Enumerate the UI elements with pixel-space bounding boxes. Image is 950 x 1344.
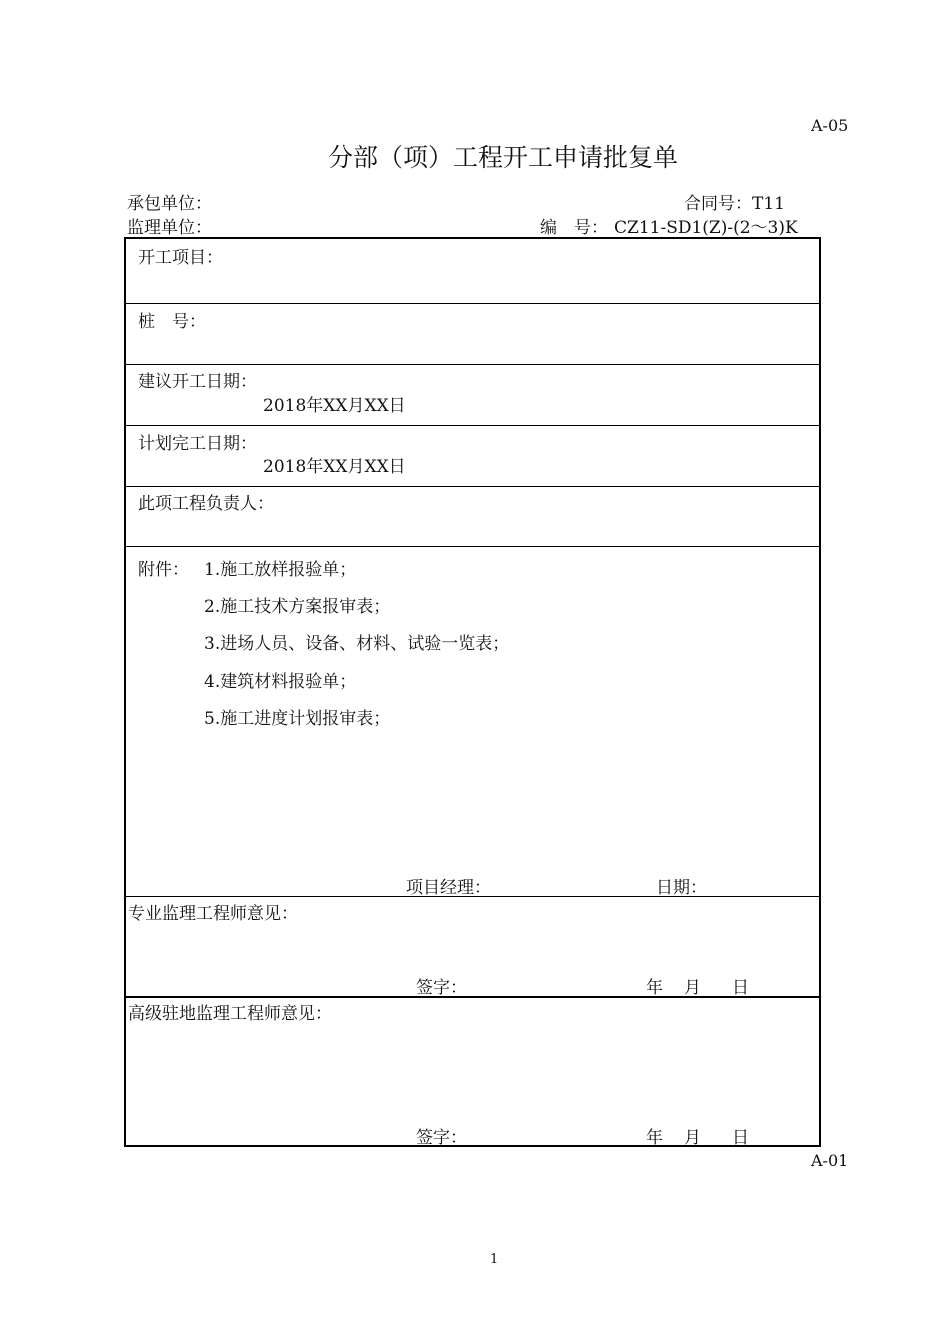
contract-number: 合同号：T11 [684, 194, 785, 214]
attachment-item: 1.施工放样报验单； [204, 560, 357, 580]
responsible-label: 此项工程负责人： [138, 494, 274, 514]
attachment-item: 4.建筑材料报验单； [204, 672, 357, 692]
planned-finish-value: 2018年XX月XX日 [263, 457, 406, 477]
senior-sign-label: 签字： [416, 1128, 467, 1148]
senior-year: 年 [646, 1128, 663, 1148]
form-code-top: A-05 [811, 116, 849, 135]
senior-day: 日 [732, 1128, 749, 1148]
attachment-item: 3.进场人员、设备、材料、试验一览表； [204, 634, 510, 654]
station-label: 桩 号： [138, 312, 206, 332]
form-table [124, 237, 821, 1147]
senior-month: 月 [684, 1128, 701, 1148]
specialist-year: 年 [646, 978, 663, 998]
senior-opinion-label: 高级驻地监理工程师意见： [128, 1004, 332, 1024]
project-label: 开工项目： [138, 248, 223, 268]
specialist-month: 月 [684, 978, 701, 998]
row-divider [126, 996, 819, 998]
contractor-label: 承包单位： [127, 194, 212, 214]
row-divider [126, 546, 819, 547]
serial-label: 编 号： [540, 218, 608, 238]
row-divider [126, 486, 819, 487]
page-number: 1 [490, 1252, 499, 1267]
date-label: 日期： [656, 878, 707, 898]
manager-label: 项目经理： [406, 878, 491, 898]
row-divider [126, 303, 819, 304]
attachments-label: 附件： [138, 560, 189, 580]
form-code-bottom: A-01 [811, 1151, 849, 1170]
specialist-sign-label: 签字： [416, 978, 467, 998]
row-divider [126, 364, 819, 365]
proposed-start-label: 建议开工日期： [138, 372, 257, 392]
attachment-item: 2.施工技术方案报审表； [204, 597, 391, 617]
planned-finish-label: 计划完工日期： [138, 434, 257, 454]
row-divider [126, 425, 819, 426]
proposed-start-value: 2018年XX月XX日 [263, 396, 406, 416]
attachment-item: 5.施工进度计划报审表； [204, 709, 391, 729]
specialist-opinion-label: 专业监理工程师意见： [128, 904, 298, 924]
supervisor-label: 监理单位： [127, 218, 212, 238]
page-title: 分部（项）工程开工申请批复单 [328, 143, 679, 172]
serial-value: CZ11-SD1(Z)-(2～3)K [614, 218, 798, 238]
specialist-day: 日 [732, 978, 749, 998]
